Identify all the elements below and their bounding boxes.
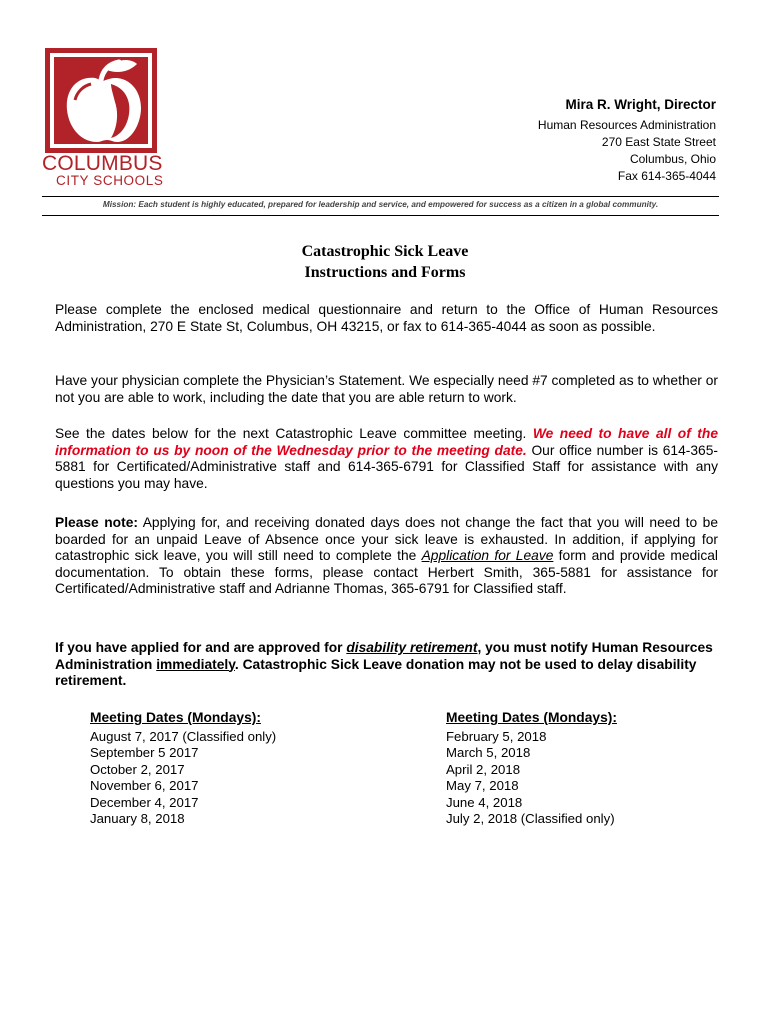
paragraph-physician: Have your physician complete the Physician’s Statement. We especially need #7 completed as to whether or not you are able to work, including the date that you are able return to work. (55, 373, 718, 405)
meeting-date: June 4, 2018 (446, 794, 523, 810)
header-rule-bottom (42, 215, 719, 216)
address-line: Fax 614-365-4044 (617, 169, 716, 183)
application-for-leave-link[interactable]: Application for Leave (421, 548, 554, 563)
paragraph-dates (55, 426, 718, 492)
columbus-logo (45, 48, 157, 153)
meeting-date: April 2, 2018 (446, 761, 521, 777)
disability-text-2: , you must notify Human Resources Administration (55, 640, 713, 672)
meeting-dates-right (446, 710, 617, 828)
note-text: Applying for, and receiving donated days does not change the fact that you will need to be boarded for an unpaid Leave of Absence once your sick leave is exhausted. In addition, if applying for catastrophic sick leave, you will still need to complete the (55, 515, 718, 563)
disability-text: If you have applied for and are approved for (55, 640, 347, 655)
meeting-date: May 7, 2018 (446, 778, 519, 793)
meeting-dates-header: Meeting Dates (Mondays): (446, 710, 617, 725)
meeting-date: November 6, 2017 (90, 778, 199, 793)
note-text-end: form and provide medical documentation. To obtain these forms, please contact Herbert Smith, 365-5881 for assistance for Certificated/Administrative staff and Adrianne Thomas, 365-6791 for Classified staff. (55, 548, 718, 596)
meeting-date: January 8, 2018 (90, 811, 185, 826)
deadline-warning: We need to have all of the information to us by noon of the Wednesday prior to the meeting date. (55, 426, 718, 458)
meeting-date: September 5 2017 (90, 745, 199, 760)
paragraph-instructions: Please complete the enclosed medical questionnaire and return to the Office of Human Resources Administration, 270 E State St, Columbus, OH 43215, or fax to 614-365-4044 as soon as possible. (55, 302, 718, 334)
page-title: Catastrophic Sick Leave (301, 243, 469, 260)
paragraph-note (55, 515, 718, 598)
apple-logo-icon (45, 48, 157, 153)
logo-text-columbus: COLUMBUS (42, 152, 163, 175)
meeting-date: August 7, 2017 (Classified only) (90, 728, 277, 744)
address-line: 270 East State Street (601, 135, 716, 149)
contact-text: Our office number is 614-365-5881 for Certificated/Administrative staff and 614-365-6791 for Classified Staff for assistance with any questions you may have. (55, 442, 718, 491)
address-line: Columbus, Ohio (629, 152, 716, 166)
address-line: Human Resources Administration (537, 118, 716, 132)
address-block (538, 117, 716, 185)
disability-text-3: . Catastrophic Sick Leave donation may not be used to delay disability retirement. (55, 656, 697, 688)
immediately-emphasis: immediately (156, 656, 235, 672)
dates-text: See the dates below for the next Catastrophic Leave committee meeting. (55, 426, 533, 441)
director-name: Mira R. Wright, Director (565, 97, 716, 112)
header-rule-top (42, 196, 719, 197)
meeting-dates-header: Meeting Dates (Mondays): (90, 710, 261, 725)
mission-statement: Mission: Each student is highly educated, prepared for leadership and service, and empowered for success as a citizen in a global community. (102, 200, 659, 209)
paragraph-disability (55, 640, 718, 690)
meeting-dates-left (90, 710, 276, 828)
meeting-date: July 2, 2018 (Classified only) (446, 811, 615, 826)
meeting-date: March 5, 2018 (446, 745, 531, 760)
meeting-date: December 4, 2017 (90, 794, 199, 810)
disability-retirement-emphasis: disability retirement (346, 640, 478, 655)
meeting-date: February 5, 2018 (446, 728, 547, 744)
meeting-date: October 2, 2017 (90, 761, 185, 777)
page-subtitle: Instructions and Forms (304, 264, 466, 281)
logo-text-city-schools: CITY SCHOOLS (56, 173, 164, 188)
note-label: Please note: (55, 515, 138, 530)
